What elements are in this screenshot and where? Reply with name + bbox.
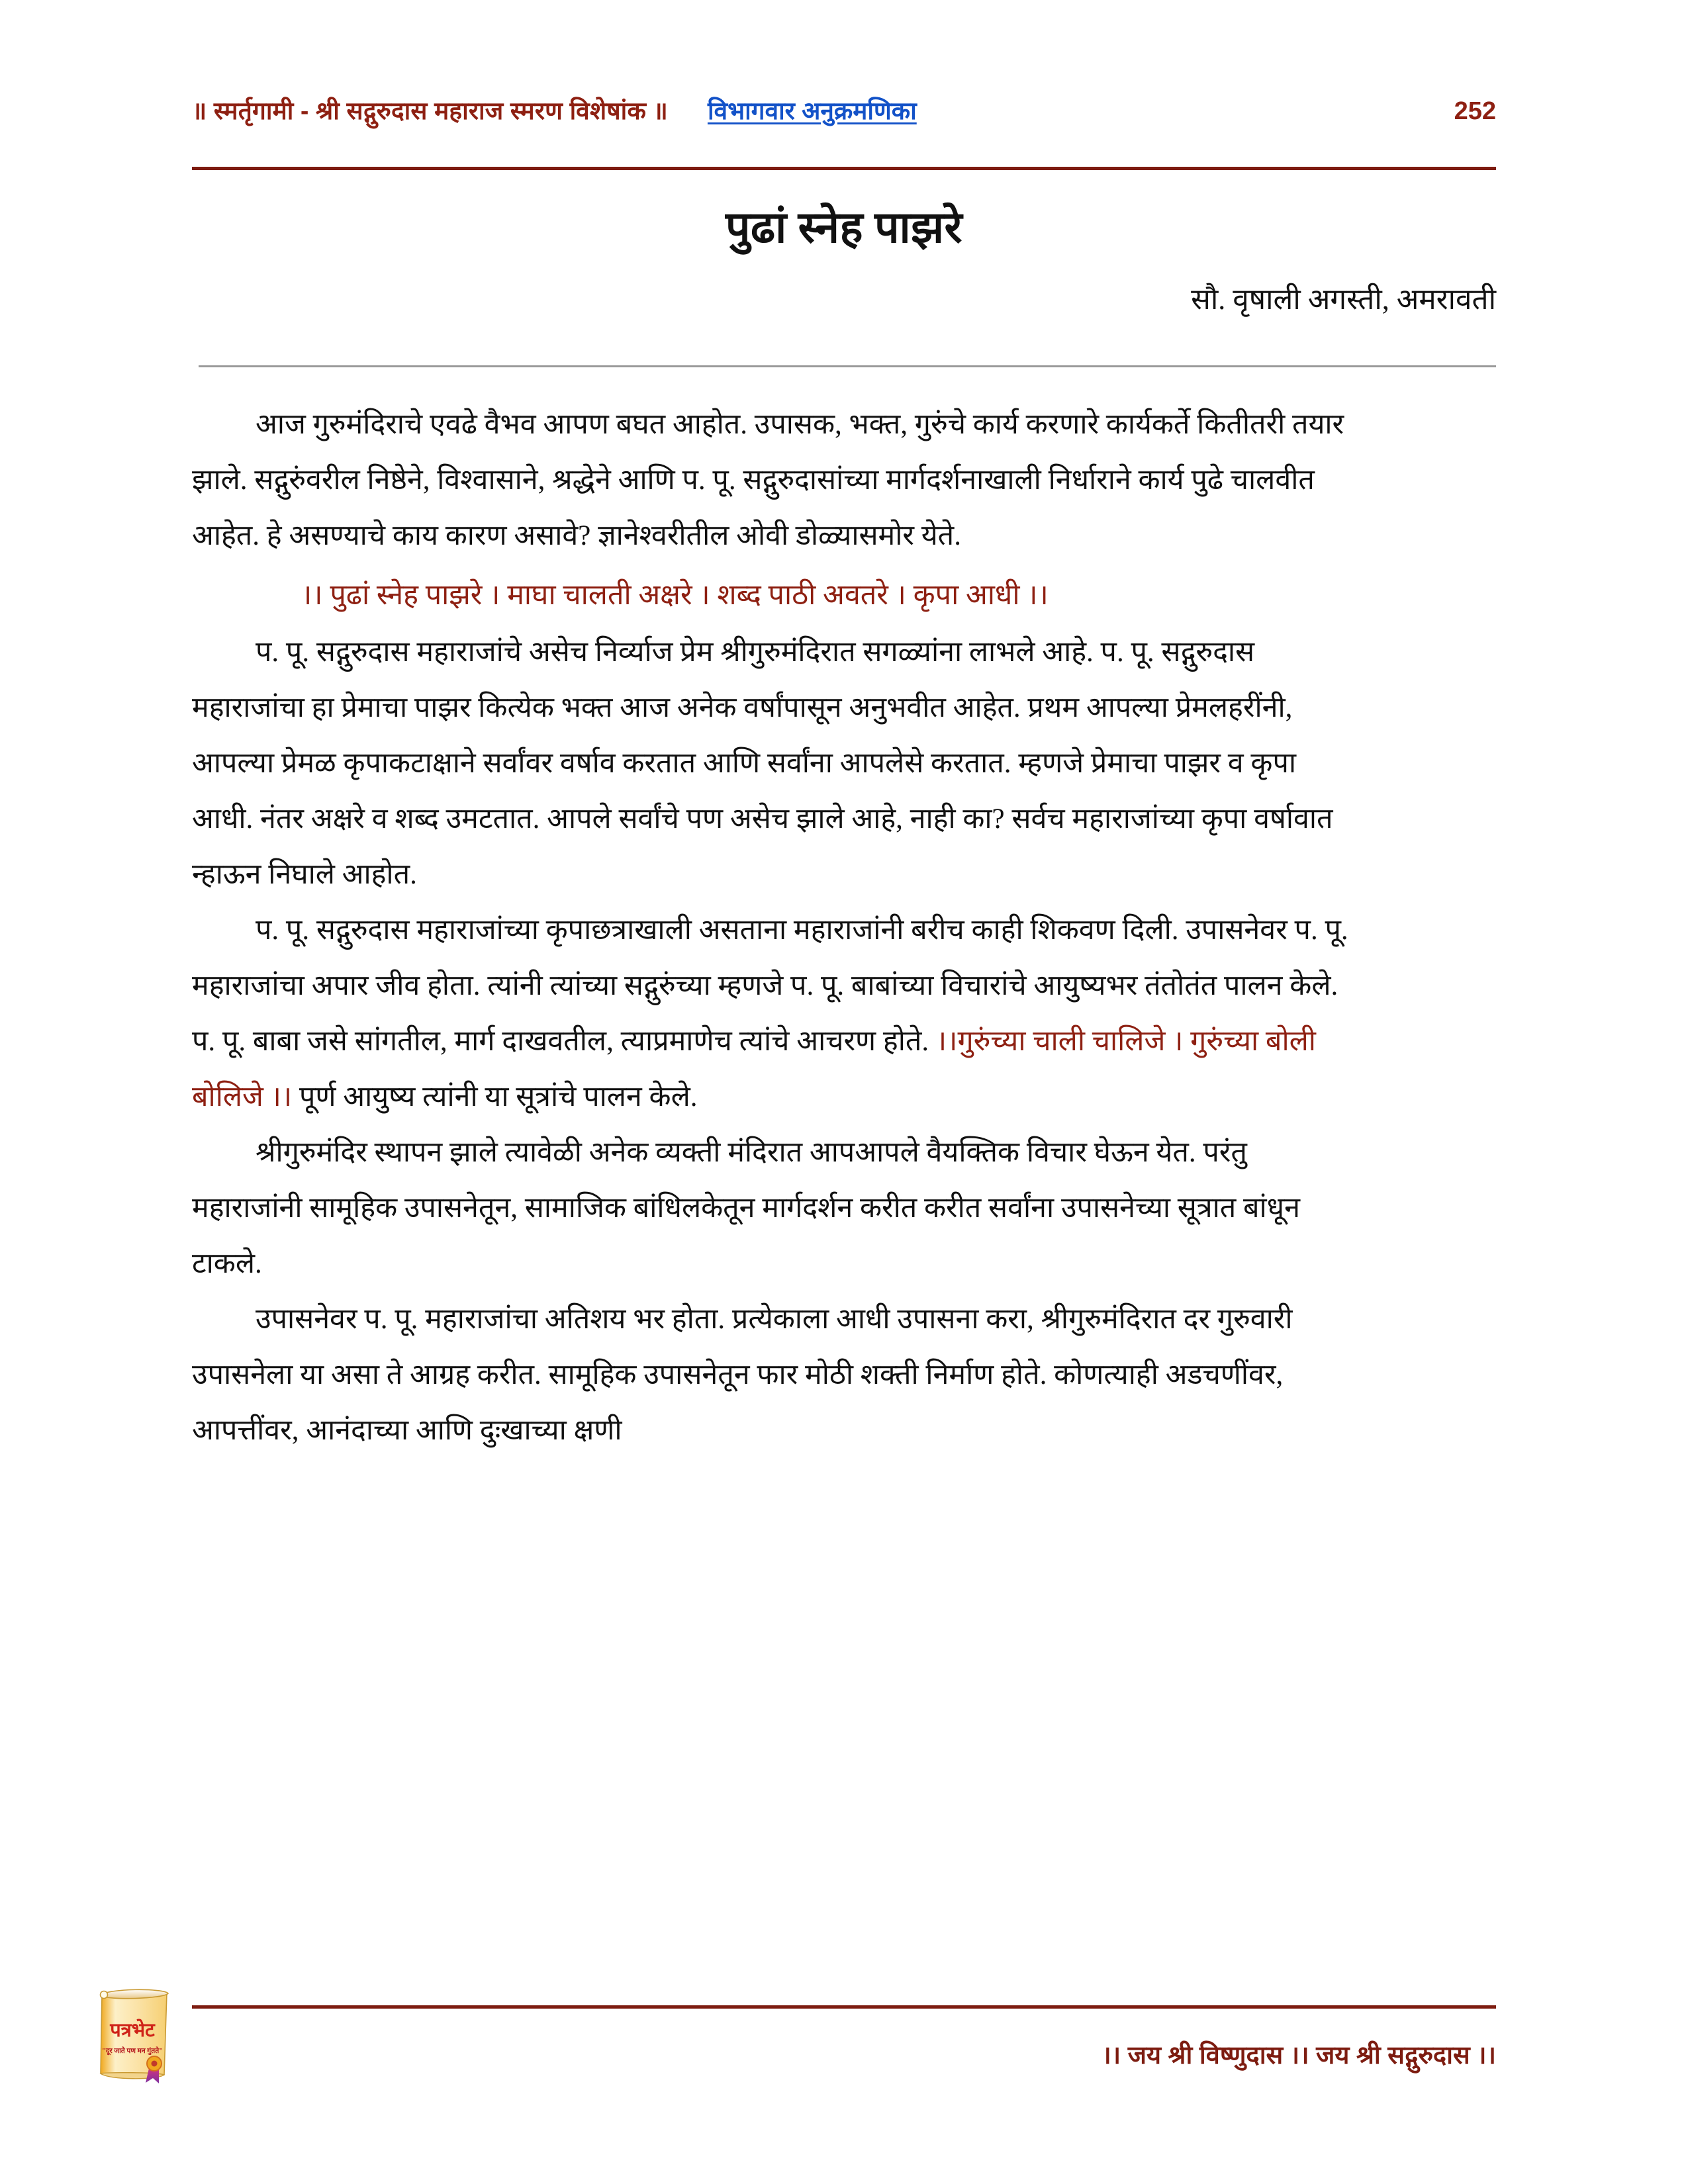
header-divider xyxy=(192,167,1496,170)
inline-verse-quote: ।।गुरुंच्या चाली चालिजे । गुरुंच्या बोली बोलिजे ।। xyxy=(192,1026,1316,1113)
paragraph-2: प. पू. सद्गुरुदास महाराजांचे असेच निर्व्याज प्रेम श्रीगुरुमंदिरात सगळ्यांना लाभले आहे. प. पू. सद्गुरुदास महाराजांचा हा प्रेमाचा पाझर कित्येक भक्त आज अनेक वर्षांपासून अनुभवीत आहेत. प्रथम आपल्या प्रेमलहरींनी, आपल्या प्रेमळ कृपाकटाक्षाने सर्वांवर वर्षाव करतात आणि सर्वांना आपलेसे करतात. म्हणजे प्रेमाचा पाझर व कृपा आधी. नंतर अक्षरे व शब्द उमटतात. आपले सर्वांचे पण असेच झाले आहे, नाही का? सर्वच महाराजांच्या कृपा वर्षावात न्हाऊन निघाले आहोत. xyxy=(192,637,1333,890)
logo-label: पत्रभेट xyxy=(110,2020,155,2041)
page-number: 252 xyxy=(1454,97,1496,125)
header-publication-title: ॥ स्मर्तृगामी - श्री सद्गुरुदास महाराज स्मरण विशेषांक ॥ xyxy=(192,97,668,124)
footer-invocation: ।। जय श्री विष्णुदास ।। जय श्री सद्गुरुदास ।। xyxy=(1102,2042,1496,2070)
paragraph-4: श्रीगुरुमंदिर स्थापन झाले त्यावेळी अनेक व्यक्ती मंदिरात आपआपले वैयक्तिक विचार घेऊन येत. परंतु महाराजांनी सामूहिक उपासनेतून, सामाजिक बांधिलकेतून मार्गदर्शन करीत करीत सर्वांना उपासनेच्या सूत्रात बांधून टाकले. xyxy=(192,1137,1300,1279)
page-header xyxy=(192,93,1496,139)
paragraph-3-part-b: पूर्ण आयुष्य त्यांनी या सूत्रांचे पालन केले. xyxy=(292,1081,698,1113)
article-body xyxy=(192,397,1357,1459)
paragraph-3 xyxy=(192,903,1357,1125)
section-index-link[interactable]: विभागवार अनुक्रमणिका xyxy=(707,97,917,124)
paragraph-1: आज गुरुमंदिराचे एवढे वैभव आपण बघत आहोत. उपासक, भक्त, गुरुंचे कार्य करणारे कार्यकर्ते कितीतरी तयार झाले. सद्गुरुंवरील निष्ठेने, विश्वासाने, श्रद्धेने आणि प. पू. सद्गुरुदासांच्या मार्गदर्शनाखाली निर्धाराने कार्य पुढे चालवीत आहेत. हे असण्याचे काय कारण असावे? ज्ञानेश्वरीतील ओवी डोळ्यासमोर येते. xyxy=(192,409,1344,551)
paragraph-5: उपासनेवर प. पू. महाराजांचा अतिशय भर होता. प्रत्येकाला आधी उपासना करा, श्रीगुरुमंदिरात दर गुरुवारी उपासनेला या असा ते आग्रह करीत. सामूहिक उपासनेतून फार मोठी शक्ती निर्माण होते. कोणत्याही अडचणींवर, आपत्तींवर, आनंदाच्या आणि दुःखाच्या क्षणी xyxy=(192,1304,1293,1446)
paragraph-3-part-a: प. पू. सद्गुरुदास महाराजांच्या कृपाछत्राखाली असताना महाराजांनी बरीच काही शिकवण दिली. उपासनेवर प. पू. महाराजांचा अपार जीव होता. त्यांनी त्यांच्या सद्गुरुंच्या म्हणजे प. पू. बाबांच्या विचारांचे आयुष्यभर तंतोतंत पालन केले. प. पू. बाबा जसे सांगतील, मार्ग दाखवतील, त्याप्रमाणेच त्यांचे आचरण होते. xyxy=(192,915,1348,1057)
logo-tagline: "दूर जाते पण मन गुंतते" xyxy=(101,2048,164,2055)
verse-quote-1: ।। पुढां स्नेह पाझरे । माघा चालती अक्षरे । शब्द पाठी अवतरे । कृपा आधी ।। xyxy=(301,580,1049,611)
scroll-icon xyxy=(86,1976,202,2085)
article-author: सौ. वृषाली अगस्ती, अमरावती xyxy=(1191,283,1496,316)
footer-divider xyxy=(192,2005,1496,2009)
article-title: पुढां स्नेह पाझरे xyxy=(725,204,963,252)
patrabhet-logo xyxy=(86,1976,202,2085)
title-divider xyxy=(199,365,1496,367)
